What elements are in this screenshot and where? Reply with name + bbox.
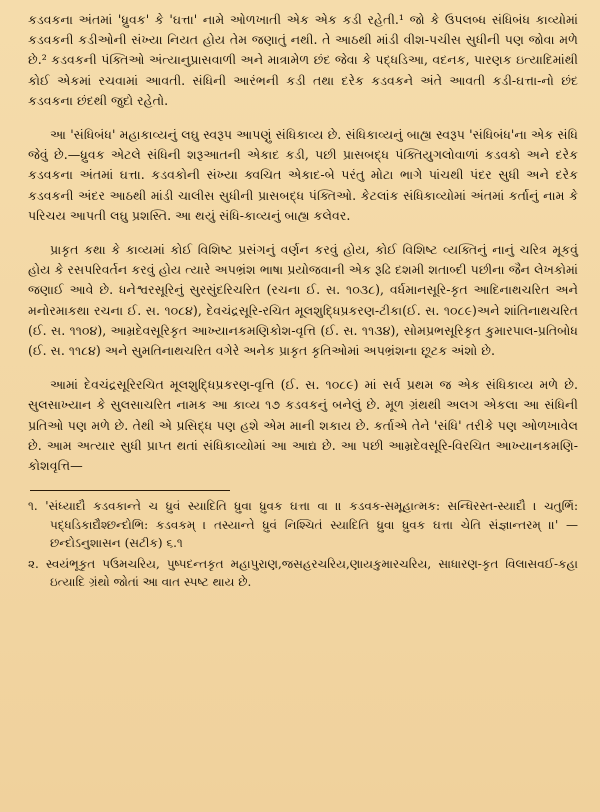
footnote-1: ૧. 'સંધ્યાદૌ કડવકાન્તે ચ ધ્રુવં સ્યાદિતિ ધ્રુવા ધ્રુવક ઘત્તા વા ॥ કડવક-સમૂહાત્મક: સન્ધિરસ્ત-સ્યાદૌ । ચતુર્ભિ: પદ્ધડિકાદ્યૈશ્છન્દોભિ: કડવકમ્ । તસ્યાન્તે ધ્રુવં નિશ્ચિતં સ્યાદિતિ ધ્રુવા ધ્રુવક ઘત્તા ચેતિ સંજ્ઞાન્તરમ્ ॥' —છન્દોઽનુશાસન (સટીક) ૬.૧ — [28, 499, 578, 551]
footnote-2: ૨. સ્વયંભૂકૃત પઉમચરિય, પુષ્પદન્તકૃત મહાપુરાણ,જસહરચરિય,ણાયકુમારચરિય, સાધારણ-કૃત વિલાસવઈ-કહા ઇત્યાદિ ગ્રંથો જોતાં આ વાત સ્પષ્ટ થાય છે. — [28, 556, 578, 590]
paragraph-2: આ 'સંધિબંધ' મહાકાવ્યનું લઘુ સ્વરૂપ આપણું સંધિકાવ્ય છે. સંધિકાવ્યનું બાહ્ય સ્વરૂપ 'સંધિબંધ'ના એક સંધિ જેવું છે.—ધ્રુવક એટલે સંધિની શરૂઆતની એકાદ કડી, પછી પ્રાસબદ્ધ પંક્તિયુગલોવાળાં કડવકો અને દરેક કડવકના અંતમાં ઘત્તા. કડવકોની સંખ્યા ક્વચિત એકાદ-બે પરંતુ મોટા ભાગે પાંચથી પંદર સુધી અને દરેક કડવકની અંદર આઠથી માંડી ચાલીસ સુધીની પ્રાસબદ્ધ પંક્તિઓ. કેટલાંક સંધિકાવ્યોમાં અંતમાં કર્તાનું નામ કે પરિચય આપતી લઘુ પ્રશસ્તિ. આ થયું સંધિ-કાવ્યનું બાહ્ય કલેવર. — [28, 127, 578, 223]
paragraph-3: પ્રાકૃત કથા કે કાવ્યમાં કોઈ વિશિષ્ટ પ્રસંગનું વર્ણન કરવું હોય, કોઈ વિશિષ્ટ વ્યક્તિનું નાનું ચરિત્ર મૂકવું હોય કે રસપરિવર્તન કરવું હોય ત્યારે અપભ્રંશ ભાષા પ્રયોજવાની એક રૂઢિ દશમી શતાબ્દી પછીના જૈન લેખકોમાં જણાઈ આવે છે. ધનેશ્વરસૂરિનું સુરસુંદરિચરિત (રચના ઈ. સ. ૧૦૩૮), વર્ધમાનસૂરિ-કૃત આદિનાથચરિત અને મનોરમાકથા રચના ઈ. સ. ૧૦૮૪), દેવચંદ્રસૂરિ-રચિત મૂલશુદ્ધિપ્રકરણ-ટીકા(ઈ. સ. ૧૦૮૯)અને શાંતિનાથચરિત (ઈ. સ. ૧૧૦૪), આમ્રદેવસૂરિકૃત આખ્યાનકમણિકોશ-વૃત્તિ (ઈ. સ. ૧૧૩૪), સોમપ્રભસૂરિકૃત કુમારપાલ-પ્રતિબોધ (ઈ. સ. ૧૧૮૪) અને સુમતિનાથચરિત વગેરે અનેક પ્રાકૃત કૃતિઓમાં અપભ્રંશના છૂટક અંશો છે. — [28, 242, 578, 359]
paragraph-1: કડવકના અંતમાં 'ધ્રુવક' કે 'ઘત્તા' નામે ઓળખાતી એક એક કડી રહેતી.¹ જો કે ઉપલબ્ધ સંધિબંધ કાવ્યોમાં કડવકની કડીઓની સંખ્યા નિયત હોય તેમ જણાતું નથી. તે આઠથી માંડી વીશ-પચીસ સુધીની પણ જોવા મળે છે.² કડવકની પંક્તિઓ અંત્યાનુપ્રાસવાળી અને માત્રામેળ છંદ જેવા કે પદ્ધડિઆ, વદનક, પારણક ઇત્યાદિમાંથી કોઈ એકમાં રચવામાં આવતી. સંધિની આરંભની કડી તથા દરેક કડવકને અંતે આવતી કડી-ઘત્તા-નો છંદ કડવકના છંદથી જુદો રહેતો. — [28, 12, 578, 108]
paragraph-4: આમાં દેવચંદ્રસૂરિરચિત મૂલશુદ્ધિપ્રકરણ-વૃત્તિ (ઈ. સ. ૧૦૮૯) માં સર્વ પ્રથમ જ એક સંધિકાવ્ય મળે છે. સુલસાખ્યાન કે સુલસાચરિત નામક આ કાવ્ય ૧૭ કડવકનું બનેલું છે. મૂળ ગ્રંથથી અલગ એકલા આ સંધિની પ્રતિઓ પણ મળે છે. તેથી એ પ્રસિદ્ધ પણ હશે એમ માની શકાય છે. કર્તાએ તેને 'સંધિ' તરીકે પણ ઓળખાવેલ છે. આમ અત્યાર સુધી પ્રાપ્ત થતાં સંધિકાવ્યોમાં આ આદ્ય છે. આ પછી આમ્રદેવસૂરિ-વિરચિત આખ્યાનકમણિ-કોશવૃત્તિ— — [28, 377, 578, 474]
footnote-divider — [30, 490, 230, 491]
